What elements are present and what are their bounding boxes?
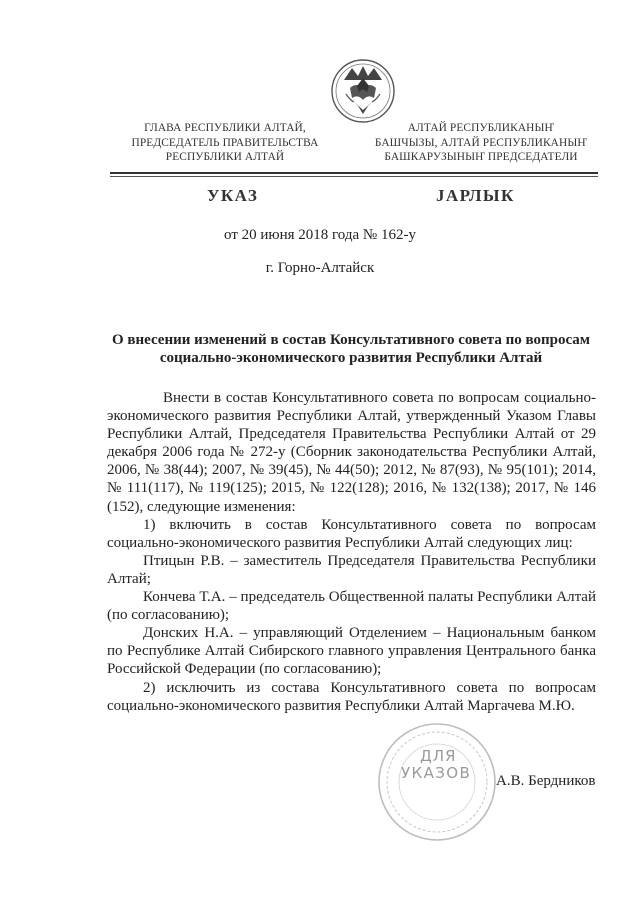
official-stamp-icon [376,721,498,843]
document-subject [0,331,640,367]
document-date-number: от 20 июня 2018 года № 162-у [224,227,416,243]
body-paragraph: Кончева Т.А. – председатель Общественной палаты Республики Алтай (по согласованию); [107,589,596,624]
signatory-name: А.В. Бердников [496,773,596,789]
body-paragraph: Птицын Р.В. – заместитель Председателя Правительства Республики Алтай; [107,552,596,587]
header-left-line: РЕСПУБЛИКИ АЛТАЙ [165,151,285,164]
document-type-title-altai: JАРЛЫК [436,186,515,205]
header-divider-thin [110,176,598,177]
header-right-line: БАШКАРУЗЫНЫҤ ПРЕДСЕДАТЕЛИ [384,151,578,164]
document-type-title: УКАЗ [207,186,259,205]
header-left-line: ГЛАВА РЕСПУБЛИКИ АЛТАЙ, [144,122,306,134]
header-divider-thick [110,172,598,174]
header-right-line: БАШЧЫЗЫ, АЛТАЙ РЕСПУБЛИКАНЫҤ [374,136,588,149]
subject-line: социально-экономического развития Республики Алтай [159,350,543,366]
header-right-line: АЛТАЙ РЕСПУБЛИКАНЫҤ [407,122,555,134]
document-body [107,389,596,715]
stamp-text-line: ДЛЯ [420,747,457,765]
stamp-text-line: УКАЗОВ [401,764,472,782]
coat-of-arms-emblem-icon [330,58,396,124]
body-paragraph: Донских Н.А. – управляющий Отделением – Национальным банком по Республике Алтай Сибирского главного управления Центрального банка Российской Федерации (по согласованию); [107,625,596,678]
subject-line: О внесении изменений в состав Консультативного совета по вопросам [111,332,591,348]
document-city: г. Горно-Алтайск [265,260,375,276]
header-left-block [110,121,340,165]
body-paragraph: 2) исключить из состава Консультативного совета по вопросам социально-экономического развития Республики Алтай Маргачева М.Ю. [107,679,596,714]
body-paragraph: Внести в состав Консультативного совета по вопросам социально-экономического развития Республики Алтай, утвержденный Указом Главы Республики Алтай, Председателя Правительства Республики Алтай от 29 декабря 2006 года № 272-у (Сборник законодательства Республики Алтай, 2006, № 38(44); 2007, № 39(45), № 44(50); 2012, № 87(93), № 95(101); 2014, № 111(117), № 119(125); 2015, № 122(128); 2016, № 132(138); 2017, № 146 (152), следующие изменения: [107,390,596,515]
body-paragraph: 1) включить в состав Консультативного совета по вопросам социально-экономического развития Республики Алтай следующих лиц: [107,516,596,551]
header-left-line: ПРЕДСЕДАТЕЛЬ ПРАВИТЕЛЬСТВА [131,136,319,149]
header-right-block [362,121,600,165]
